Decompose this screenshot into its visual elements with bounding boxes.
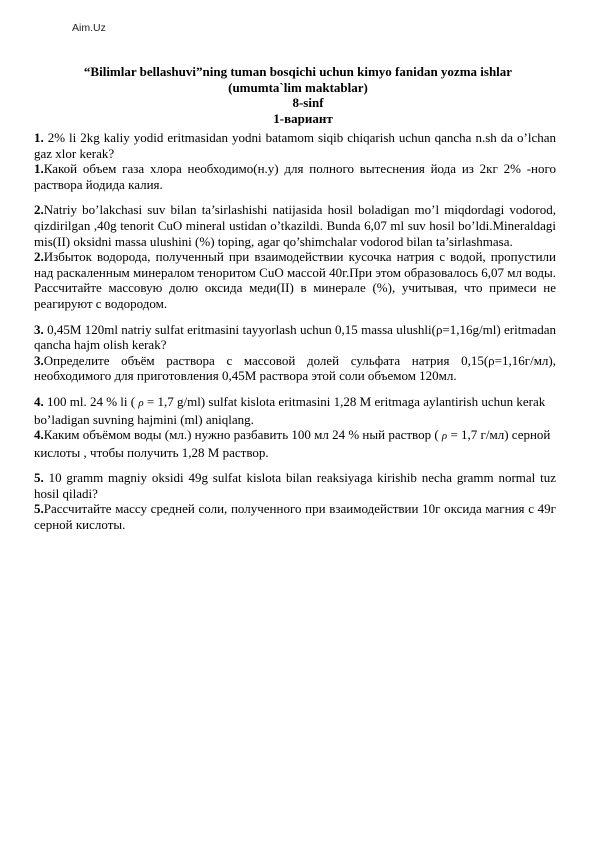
question-text-pre: Каким объёмом воды (мл.) нужно разбавить 100 мл 24 % ный раствор ( — [43, 427, 442, 443]
question-1-uz — [34, 130, 556, 161]
watermark: Aim.Uz — [72, 22, 106, 34]
question-text: Рассчитайте массу средней соли, полученного при взаимодействии 10г оксида магния с 49г серной кислоты. — [34, 501, 556, 533]
question-number: 2. — [34, 249, 44, 265]
question-number: 5. — [34, 501, 44, 517]
question-number: 4. — [34, 427, 44, 443]
spacer — [34, 312, 556, 322]
question-number: 4. — [34, 393, 44, 409]
question-text: Natriy bo’lakchasi suv bilan ta’sirlashishi natijasida hosil boladigan mo’l miqdordagi vodorod, qizdirilgan ,40g tenorit CuO mineral ustidan o’tkazildi. Bunda 6,07 ml suv hosil bo’ldi.Mineraldagi mis(II) oksidni massa ulushini (%) toping, agar qo’shimchalar vodorod bilan ta’sirlashmasa. — [34, 202, 556, 249]
question-text: Избыток водорода, полученный при взаимодействии кусочка натрия с водой, пропустили над раскаленным минералом тенoритом CuO массой 40г.При этом образовалось 6,07 мл воды. Рассчитайте массовую долю оксида меди(II) в минерале (%), учитывая, что примеси не реагируют с водородом. — [34, 249, 556, 311]
question-3-uz — [34, 322, 556, 353]
question-number: 3. — [34, 352, 44, 368]
question-text: 0,45M 120ml natriy sulfat eritmasini tayyorlash uchun 0,15 massa ulushli(ρ=1,16g/ml) eritmadan qancha hajm olish kerak? — [34, 321, 556, 353]
question-text-post: = 1,7 г/мл) серной кислоты , чтобы получить 1,28 M раствор. — [34, 427, 551, 460]
question-text: Определите объём раствора с массовой долей сульфата натрия 0,15(ρ=1,16г/мл), необходимого для приготовления 0,45M раствора этой соли объемом 120мл. — [34, 352, 556, 384]
question-number: 5. — [34, 470, 44, 486]
spacer — [34, 384, 556, 394]
rho-symbol: ρ — [441, 430, 448, 443]
questions-list — [34, 130, 556, 533]
spacer — [34, 192, 556, 202]
spacer — [34, 460, 556, 470]
question-number: 1. — [34, 161, 44, 177]
question-4-ru — [34, 427, 556, 460]
document-header — [34, 64, 562, 126]
question-5-ru — [34, 501, 556, 532]
question-4-uz — [34, 394, 556, 427]
question-number: 2. — [34, 202, 44, 218]
question-2-ru — [34, 249, 556, 311]
question-text: Какой объем газа хлора необходимо(н.у) для полного вытеснения йода из 2кг 2% -ного раствора йодида калия. — [34, 161, 556, 192]
question-5-uz — [34, 470, 556, 501]
variant-label: 1-вариант — [273, 110, 333, 126]
question-number: 3. — [34, 321, 44, 337]
document-subtitle: (umumta`lim maktablar) — [228, 79, 368, 95]
question-text: 2% li 2kg kaliy yodid eritmasidan yodni batamom siqib chiqarish uchun qancha n.sh da o’lchan gaz xlor kerak? — [34, 130, 556, 161]
document-title: “Bilimlar bellashuvi”ning tuman bosqichi uchun kimyo fanidan yozma ishlar — [83, 64, 513, 79]
question-3-ru — [34, 353, 556, 384]
grade-label: 8-sinf — [292, 95, 324, 110]
question-1-ru — [34, 161, 556, 192]
rho-symbol: ρ — [138, 396, 144, 409]
question-text-post: = 1,7 g/ml) sulfat kislota eritmasini 1,28 M eritmaga aylantirish uchun kerak bo’ladigan suvning hajmini (ml) aniqlang. — [34, 393, 546, 427]
question-text-pre: 100 ml. 24 % li ( — [43, 393, 139, 409]
question-2-uz — [34, 202, 556, 249]
question-number: 1. — [34, 130, 44, 145]
question-text: 10 gramm magniy oksidi 49g sulfat kislota bilan reaksiyaga kirishib necha gramm normal tuz hosil qiladi? — [34, 470, 556, 501]
